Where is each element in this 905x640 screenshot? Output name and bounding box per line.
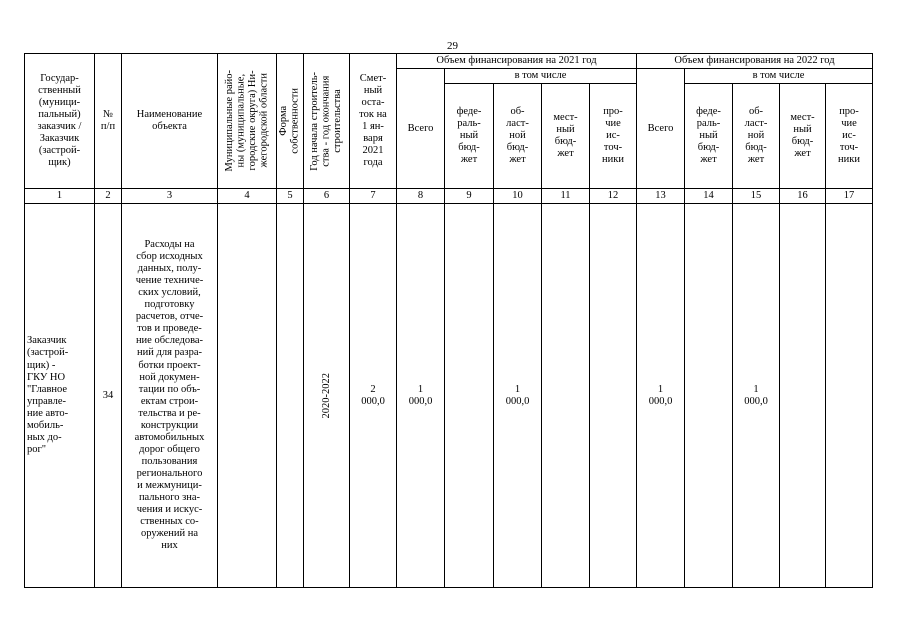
- header-local-2021: мест- ный бюд- жет: [542, 84, 590, 189]
- column-number: 14: [685, 189, 733, 204]
- header-other-2021: про- чие ис- точ- ники: [590, 84, 637, 189]
- header-num: № п/п: [95, 54, 122, 189]
- column-number: 7: [350, 189, 397, 204]
- column-number: 1: [25, 189, 95, 204]
- column-number: 2: [95, 189, 122, 204]
- header-incl-2021: в том числе: [445, 69, 637, 84]
- other-2022-cell: [826, 204, 873, 588]
- header-federal-2021: феде- раль- ный бюд- жет: [445, 84, 494, 189]
- total-2021-cell: 1 000,0: [397, 204, 445, 588]
- federal-2021-cell: [445, 204, 494, 588]
- header-total-2022: Всего: [637, 69, 685, 189]
- ownership-cell: [277, 204, 304, 588]
- column-number: 17: [826, 189, 873, 204]
- investment-table: [24, 53, 873, 588]
- column-number: 15: [733, 189, 780, 204]
- column-number: 8: [397, 189, 445, 204]
- column-number: 10: [494, 189, 542, 204]
- header-municipality-text: Муниципальные райо- ны (муниципальные, городские округа) Ни- жегородской области: [223, 70, 270, 172]
- header-years: [304, 54, 350, 189]
- header-row-1: [25, 54, 873, 69]
- total-2022-cell: 1 000,0: [637, 204, 685, 588]
- header-total-2021: Всего: [397, 69, 445, 189]
- column-number: 9: [445, 189, 494, 204]
- header-federal-2022: феде- раль- ный бюд- жет: [685, 84, 733, 189]
- column-number: 11: [542, 189, 590, 204]
- header-regional-2022: об- ласт- ной бюд- жет: [733, 84, 780, 189]
- table-row: [25, 204, 873, 588]
- page-number: 29: [447, 40, 458, 52]
- federal-2022-cell: [685, 204, 733, 588]
- column-number: 4: [218, 189, 277, 204]
- column-number: 13: [637, 189, 685, 204]
- regional-2022-cell: 1 000,0: [733, 204, 780, 588]
- header-estimated-balance: Смет- ный оста- ток на 1 ян- варя 2021 года: [350, 54, 397, 189]
- column-number-row: [25, 189, 873, 204]
- customer-cell: Заказчик (застрой- щик) - ГКУ НО "Главное управле- ние авто- мобиль- ных до- рог": [25, 204, 95, 588]
- header-regional-2021: об- ласт- ной бюд- жет: [494, 84, 542, 189]
- column-number: 3: [122, 189, 218, 204]
- header-municipality: [218, 54, 277, 189]
- years-cell: [304, 204, 350, 588]
- column-number: 12: [590, 189, 637, 204]
- column-number: 16: [780, 189, 826, 204]
- header-ownership: [277, 54, 304, 189]
- local-2021-cell: [542, 204, 590, 588]
- header-years-text: Год начала строитель- ства - год окончания строительства: [309, 71, 344, 171]
- column-number: 6: [304, 189, 350, 204]
- header-local-2022: мест- ный бюд- жет: [780, 84, 826, 189]
- header-group-2022: Объем финансирования на 2022 год: [637, 54, 873, 69]
- estimated-balance-cell: 2 000,0: [350, 204, 397, 588]
- other-2021-cell: [590, 204, 637, 588]
- header-group-2021: Объем финансирования на 2021 год: [397, 54, 637, 69]
- years-cell-text: 2020-2022: [320, 372, 332, 419]
- header-object-name: Наименование объекта: [122, 54, 218, 189]
- regional-2021-cell: 1 000,0: [494, 204, 542, 588]
- column-number: 5: [277, 189, 304, 204]
- row-number-cell: 34: [95, 204, 122, 588]
- header-ownership-text: Форма собственности: [278, 88, 301, 154]
- municipality-cell: [218, 204, 277, 588]
- header-incl-2022: в том числе: [685, 69, 873, 84]
- header-other-2022: про- чие ис- точ- ники: [826, 84, 873, 189]
- object-name-cell: Расходы на сбор исходных данных, полу- чение техниче- ских условий, подготовку расчетов, отче- тов и проведе- ние обследова- ний для разра- ботки проект- ной докумен- тации по объ- ектам строи- тельства и ре- конструкции автомобильных дорог общего пользования регионального и межмуници- пального зна- чения и искус- ственных со- оружений на них: [122, 204, 218, 588]
- local-2022-cell: [780, 204, 826, 588]
- header-customer: Государ- ственный (муници- пальный) заказчик / Заказчик (застрой- щик): [25, 54, 95, 189]
